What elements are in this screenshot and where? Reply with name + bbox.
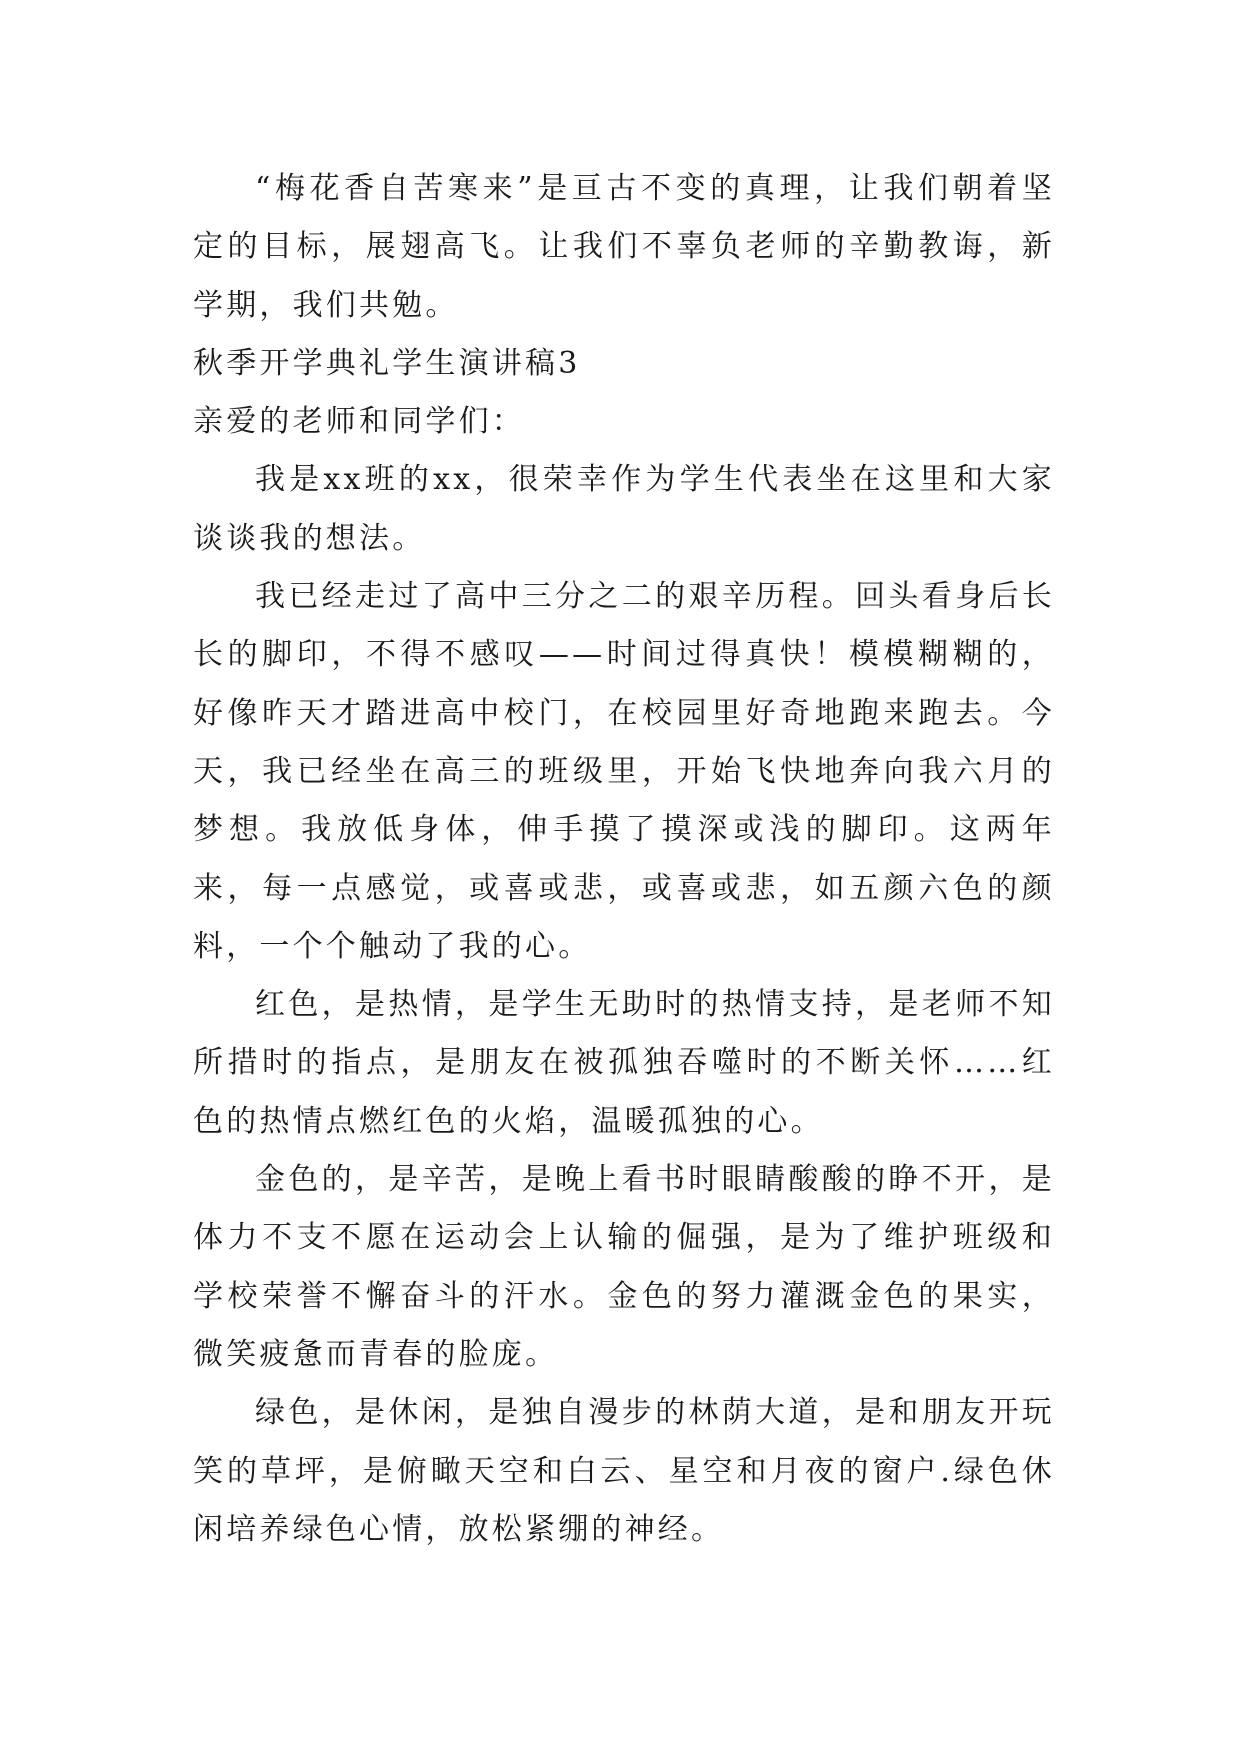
paragraph-gold: 金色的，是辛苦，是晚上看书时眼睛酸酸的睁不开，是体力不支不愿在运动会上认输的倔强，是为了维护班级和学校荣誉不懈奋斗的汗水。金色的努力灌溉金色的果实，微笑疲惫而青春的脸庞。	[193, 1162, 1055, 1372]
document-body	[193, 160, 1055, 1559]
paragraph-green: 绿色，是休闲，是独自漫步的林荫大道，是和朋友开玩笑的草坪，是俯瞰天空和白云、星空和月夜的窗户.绿色休闲培养绿色心情，放松紧绷的神经。	[193, 1395, 1055, 1547]
salutation: 亲爱的老师和同学们：	[193, 404, 525, 440]
paragraph-journey: 我已经走过了高中三分之二的艰辛历程。回头看身后长长的脚印，不得不感叹——时间过得真快！模模糊糊的，好像昨天才踏进高中校门，在校园里好奇地跑来跑去。今天，我已经坐在高三的班级里，开始飞快地奔向我六月的梦想。我放低身体，伸手摸了摸深或浅的脚印。这两年来，每一点感觉，或喜或悲，或喜或悲，如五颜六色的颜料，一个个触动了我的心。	[193, 579, 1055, 964]
section-heading: 秋季开学典礼学生演讲稿3	[193, 345, 581, 381]
paragraph-closing-motto: “梅花香自苦寒来”是亘古不变的真理，让我们朝着坚定的目标，展翅高飞。让我们不辜负老师的辛勤教诲，新学期，我们共勉。	[193, 171, 1055, 323]
paragraph-introduction: 我是xx班的xx，很荣幸作为学生代表坐在这里和大家谈谈我的想法。	[193, 462, 1055, 556]
paragraph-red: 红色，是热情，是学生无助时的热情支持，是老师不知所措时的指点，是朋友在被孤独吞噬时的不断关怀……红色的热情点燃红色的火焰，温暖孤独的心。	[193, 987, 1055, 1139]
